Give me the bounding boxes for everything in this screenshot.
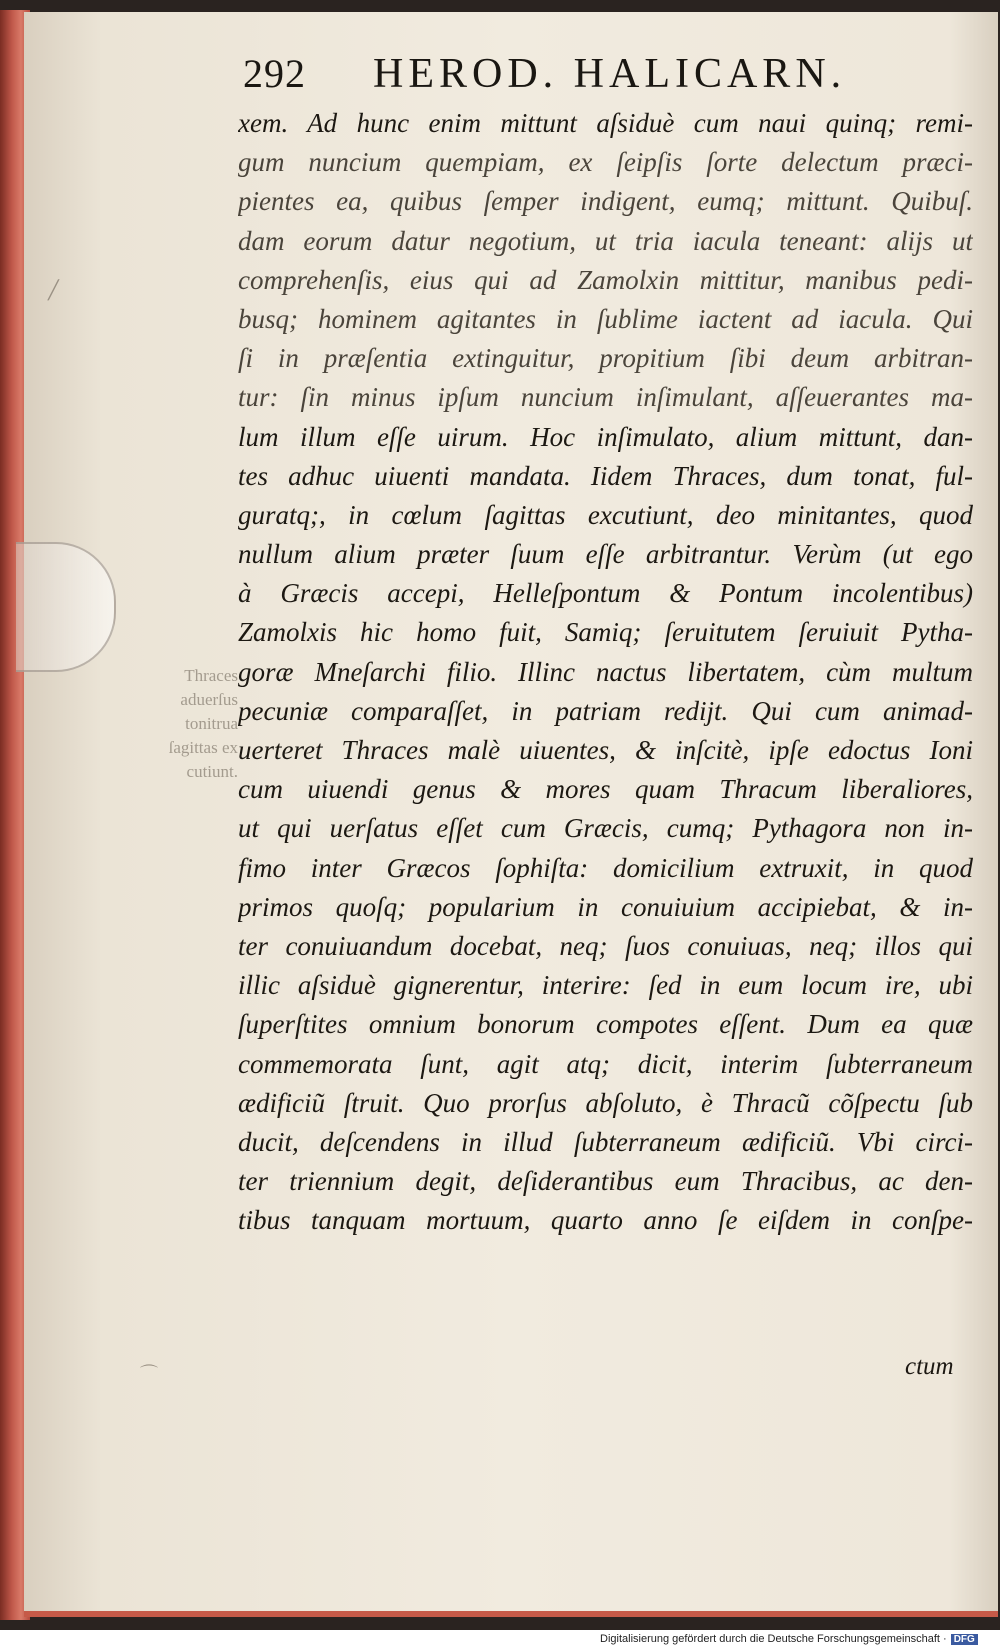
- text-line: fimo inter Græcos ſophiſta: domicilium extruxit, in quod: [238, 852, 973, 883]
- text-line: uerteret Thraces malè uiuentes, & inſcitè, ipſe edoctus Ioni: [238, 735, 973, 765]
- text-line: ter triennium degit, deſiderantibus eum Thracibus, ac den-: [238, 1166, 973, 1197]
- text-line: à Græcis accepi, Helleſpontum & Pontum incolentibus): [238, 578, 973, 609]
- margin-note-line: aduerſus: [180, 690, 238, 709]
- text-line: ter conuiuandum docebat, neq; ſuos conuiuas, neq; illos qui: [238, 930, 973, 961]
- text-line: gum nuncium quempiam, ex ſeipſis ſorte delectum præci-: [238, 147, 973, 178]
- text-line: pecuniæ comparaſſet, in patriam redijt. Qui cum animad-: [238, 695, 973, 726]
- text-line: comprehenſis, eius qui ad Zamolxin mittitur, manibus pedi-: [238, 264, 973, 295]
- margin-note-line: tonitrua: [185, 714, 238, 733]
- text-line: cum uiuendi genus & mores quam Thracum liberaliores,: [238, 774, 973, 805]
- catchword: ctum: [905, 1353, 954, 1380]
- page-number: 292: [243, 51, 306, 96]
- text-line: commemorata ſunt, agit atq; dicit, interim ſubterraneum: [238, 1048, 973, 1079]
- body-text: [238, 104, 973, 1240]
- margin-note: [108, 664, 238, 784]
- text-line: ducit, deſcendens in illud ſubterraneum ædificiũ. Vbi circi-: [238, 1126, 973, 1157]
- margin-note-line: ſagittas ex: [168, 738, 238, 757]
- text-line: Zamolxis hic homo fuit, Samiq; ſeruitutem ſeruiuit Pytha-: [238, 617, 973, 648]
- text-line: busq; hominem agitantes in ſublime iactent ad iacula. Qui: [238, 303, 973, 334]
- text-line: tur: ſin minus ipſum nuncium inſimulant, aſſeuerantes ma-: [238, 382, 973, 413]
- text-line: illic aſsiduè gignerentur, interire: ſed in eum locum ire, ubi: [238, 970, 973, 1001]
- dfg-logo: DFG: [951, 1634, 978, 1645]
- header-title: HEROD. HALICARN.: [373, 51, 847, 97]
- footer-credit: [600, 1633, 978, 1645]
- text-line: xem. Ad hunc enim mittunt aſsiduè cum naui quinq; remi-: [238, 108, 973, 138]
- text-line: nullum alium præter ſuum eſſe arbitrantur. Verùm (ut ego: [238, 539, 973, 570]
- stray-pen-mark: ⌒: [140, 1364, 158, 1384]
- margin-note-line: Thraces: [184, 666, 238, 685]
- running-head: [243, 50, 923, 100]
- text-line: tes adhuc uiuenti mandata. Iidem Thraces, dum tonat, ful-: [238, 460, 973, 491]
- text-line: guratq;, in cœlum ſagittas excutiunt, deo minitantes, quod: [238, 499, 973, 530]
- text-line: pientes ea, quibus ſemper indigent, eumq; mittunt. Quibuſ.: [238, 186, 973, 217]
- text-line: ædificiũ ſtruit. Quo prorſus abſoluto, è Thracũ cõſpectu ſub: [238, 1087, 973, 1118]
- stray-pen-mark: ╱: [48, 280, 59, 300]
- text-line: ſuperſtites omnium bonorum compotes eſſent. Dum ea quæ: [238, 1009, 973, 1040]
- text-line: ut qui uerſatus eſſet cum Græcis, cumq; Pythagora non in-: [238, 813, 973, 844]
- thumb-clip: [16, 542, 116, 672]
- text-line: dam eorum datur negotium, ut tria iacula teneant: alijs ut: [238, 225, 973, 256]
- text-line: goræ Mneſarchi filio. Illinc nactus libertatem, cùm multum: [238, 656, 973, 687]
- text-line: primos quoſq; popularium in conuiuium accipiebat, & in-: [238, 891, 973, 922]
- footer-credit-text: Digitalisierung gefördert durch die Deutsche Forschungsgemeinschaft ·: [600, 1633, 947, 1645]
- text-line: lum illum eſſe uirum. Hoc inſimulato, alium mittunt, dan-: [238, 421, 973, 452]
- text-line: ſi in præſentia extinguitur, propitium ſibi deum arbitran-: [238, 343, 973, 374]
- margin-note-line: cutiunt.: [186, 762, 238, 781]
- text-line: tibus tanquam mortuum, quarto anno ſe eiſdem in conſpe-: [238, 1205, 973, 1236]
